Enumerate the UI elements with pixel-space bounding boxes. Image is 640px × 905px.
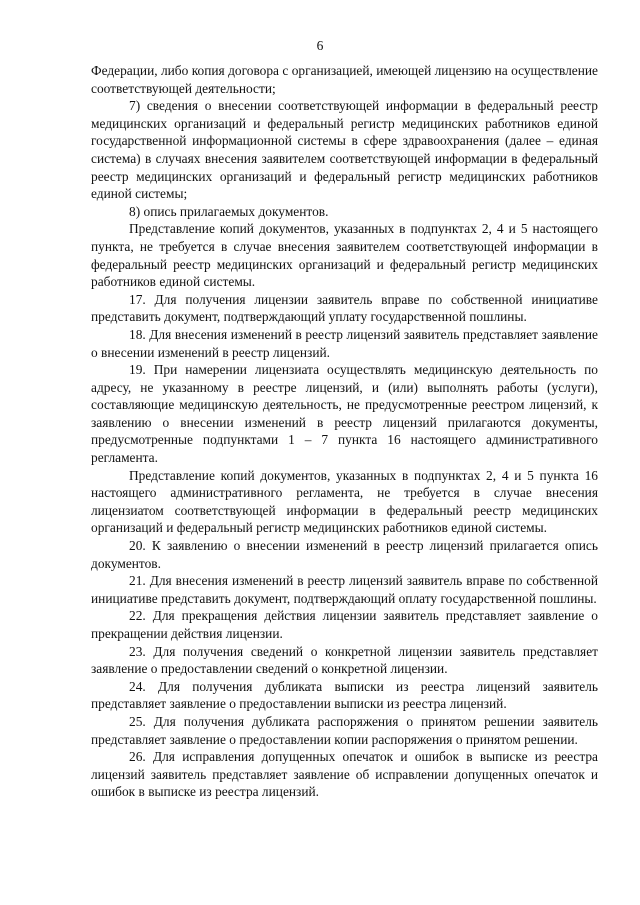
paragraph-item-7: 7) сведения о внесении соответствующей информации в федеральный реестр медицинских организаций и федеральный регистр медицинских работников единой государственной информационной системы в сфере здравоохранения (далее – единая система) в случаях внесения заявителем соответствующей информации в федеральный реестр медицинских организаций и федеральный регистр медицинских работников единой системы;: [91, 98, 598, 202]
paragraph-20: 20. К заявлению о внесении изменений в реестр лицензий прилагается опись документов.: [91, 538, 598, 571]
paragraph-22: 22. Для прекращения действия лицензии заявитель представляет заявление о прекращении действия лицензии.: [91, 608, 598, 641]
paragraph-24: 24. Для получения дубликата выписки из реестра лицензий заявитель представляет заявление о предоставлении выписки из реестра лицензий.: [91, 678, 598, 712]
paragraph-continuation: Федерации, либо копия договора с организацией, имеющей лицензию на осуществление соответствующей деятельности;: [91, 63, 598, 96]
paragraph-21: 21. Для внесения изменений в реестр лицензий заявитель вправе по собственной инициативе представить документ, подтверждающий оплату государственной пошлины.: [91, 573, 598, 606]
paragraph-copies-note-19: Представление копий документов, указанных в подпунктах 2, 4 и 5 пункта 16 настоящего административного регламента, не требуется в случае внесения лицензиатом соответствующей информации в федеральный реестр медицинских организаций и федеральный регистр медицинских работников единой системы.: [91, 467, 598, 536]
paragraph-18: 18. Для внесения изменений в реестр лицензий заявитель представляет заявление о внесении изменений в реестр лицензий.: [91, 326, 598, 360]
paragraph-19: 19. При намерении лицензиата осуществлять медицинскую деятельность по адресу, не указанному в реестре лицензий, и (или) выполнять работы (услуги), составляющие медицинскую деятельность, не предусмотренные реестром лицензий, к заявлению о внесении изменений в реестр лицензий прилагаются документы, предусмотренные подпунктами 1 – 7 пункта 16 настоящего административного регламента.: [91, 362, 598, 466]
page-number: 6: [316, 38, 324, 53]
document-body: [91, 62, 598, 801]
paragraph-17: 17. Для получения лицензии заявитель вправе по собственной инициативе представить документ, подтверждающий уплату государственной пошлины.: [91, 291, 598, 325]
paragraph-23: 23. Для получения сведений о конкретной лицензии заявитель представляет заявление о предоставлении сведений о конкретной лицензии.: [91, 643, 598, 677]
paragraph-25: 25. Для получения дубликата распоряжения о принятом решении заявитель представляет заявление о предоставлении копии распоряжения о принятом решении.: [91, 713, 598, 747]
paragraph-26: 26. Для исправления допущенных опечаток и ошибок в выписке из реестра лицензий заявитель представляет заявление об исправлении допущенных опечаток и ошибок в выписке из реестра лицензий.: [91, 749, 598, 800]
paragraph-item-8: 8) опись прилагаемых документов.: [129, 203, 329, 219]
paragraph-copies-note-16: Представление копий документов, указанных в подпунктах 2, 4 и 5 настоящего пункта, не требуется в случае внесения заявителем соответствующей информации в федеральный реестр медицинских организаций и федеральный регистр медицинских работников единой системы.: [91, 221, 598, 290]
